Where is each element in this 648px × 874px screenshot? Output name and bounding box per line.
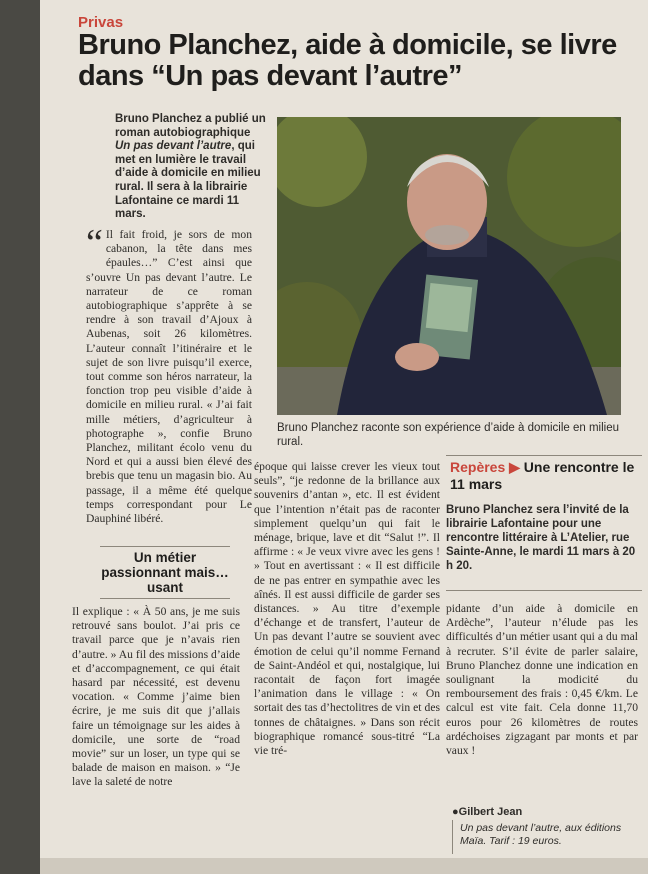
photo-illustration bbox=[277, 117, 621, 415]
book-info-rule bbox=[452, 820, 453, 854]
photo-caption: Bruno Planchez raconte son expérience d’aide à domicile en milieu rural. bbox=[277, 422, 620, 448]
reperes-rule bbox=[446, 455, 642, 456]
intertitle: Un métier passionnant mais… usant bbox=[101, 550, 229, 595]
article-kicker: Privas bbox=[78, 14, 124, 31]
reperes-tag: Repères ▶ bbox=[450, 459, 520, 475]
book-info: Un pas devant l’autre, aux éditions Maïa. Tarif : 19 euros. bbox=[460, 822, 622, 847]
body-column-3: pidante d’un aide à domicile en Ardèche”, l’auteur n’élude pas les difficultés d’un métier usant qui a du mal à recruter. S’il évite de parler salaire, Bruno Planchez donne une indication en soulignant la modicité du remboursement des frais : 0,45 €/km. Le calcul est vite fait. Cela donne 11,70 euros pour 26 kilomètres de routes ardéchoises zigzagant par monts et par vaux ! bbox=[446, 602, 638, 758]
article-author: ●Gilbert Jean bbox=[452, 806, 523, 818]
intertitle-rule-top bbox=[100, 546, 230, 547]
body-column-1b: Il explique : « À 50 ans, je me suis retrouvé sans boulot. J’ai pris ce travail parce que je n’avais rien d’autre. » Au fil des missions d’aide et d’accompagnement, ce qui était hasard par nécessité, est devenu vocation. « Comme j’aime bien écrire, je me suis dit que j’allais faire un témoignage sur les aides à domicile, une sorte de “road movie” sur un loser, un type qui se balade de maison en maison. » “Je lave la saleté de notre bbox=[72, 605, 240, 789]
article-photo bbox=[277, 117, 621, 415]
article-headline: Bruno Planchez, aide à domicile, se livre dans “Un pas devant l’autre” bbox=[78, 29, 617, 92]
reperes-text: Bruno Planchez sera l’invité de la librairie Lafontaine pour une rencontre littéraire à L’Atelier, rue Sainte-Anne, le mardi 11 mars à 20 h 20. bbox=[446, 504, 636, 572]
opening-quote-mark: “ bbox=[86, 222, 103, 264]
article-chapo: Bruno Planchez a publié un roman autobiographique Un pas devant l’autre, qui met en lumière le travail d’aide à domicile en milieu rural. Il sera à la librairie Lafontaine ce mardi 11 mars. bbox=[115, 113, 266, 221]
body-column-2: époque qui laisse crever les vieux tout seuls”, “je redonne de la brillance aux souvenirs d’antan », etc. Il est évident que l’intention n’était pas de raconter simplement quelqu’un qui fait le ménage, brique, lave et dit “Salut !”. Il affirme : « Je veux vivre avec les gens ! » Tout en avertissant : « Il est difficile de ne pas entrer en sympathie avec les aînés. Il est aussi difficile de garder ses distances. » Au titre d’exemple d’échange et de transfert, l’auteur de Un pas devant l’autre se souvient avec émotion de celui qu’il nomme Fernand de Saint-Andéol et qui, nostalgique, lui racontait de façon fort imagée l’animation dans le village : « On sortait des tas d’hectolitres de vin et des tonnes de châtaignes. » Dans son récit biographique romancé sous-titré “La vie tré- bbox=[254, 460, 440, 758]
reperes-title: Repères ▶ Une rencontre le 11 mars bbox=[450, 459, 635, 492]
page-edge-shadow bbox=[0, 0, 40, 874]
body-column-1 bbox=[86, 222, 252, 526]
intertitle-rule-bottom bbox=[100, 598, 230, 599]
page-bottom-edge bbox=[40, 858, 648, 874]
body-text-1: Il fait froid, je sors de mon cabanon, la tête dans mes épaules…” C’est ainsi que s’ouvre Un pas devant l’autre. Le narrateur de ce roman autobiographique s’apprête à se rendre à son travail d’Ajoux à Aubenas, soit 26 kilomètres. L’auteur connaît l’itinéraire et le sujet de son livre puisqu’il exerce, tout comme son héros narrateur, la fonction trop peu visible d’aide à domicile en milieu rural. « J’ai fait mille métiers, d’agriculteur à photographe », confie Bruno Planchez, militant écolo venu du Nord et qui a aussi bien élevé des brebis que tenu un magasin bio. Au passage, il a même été quelque temps correspondant pour Le Dauphiné libéré. bbox=[86, 228, 252, 526]
reperes-rule-bottom bbox=[446, 590, 642, 591]
